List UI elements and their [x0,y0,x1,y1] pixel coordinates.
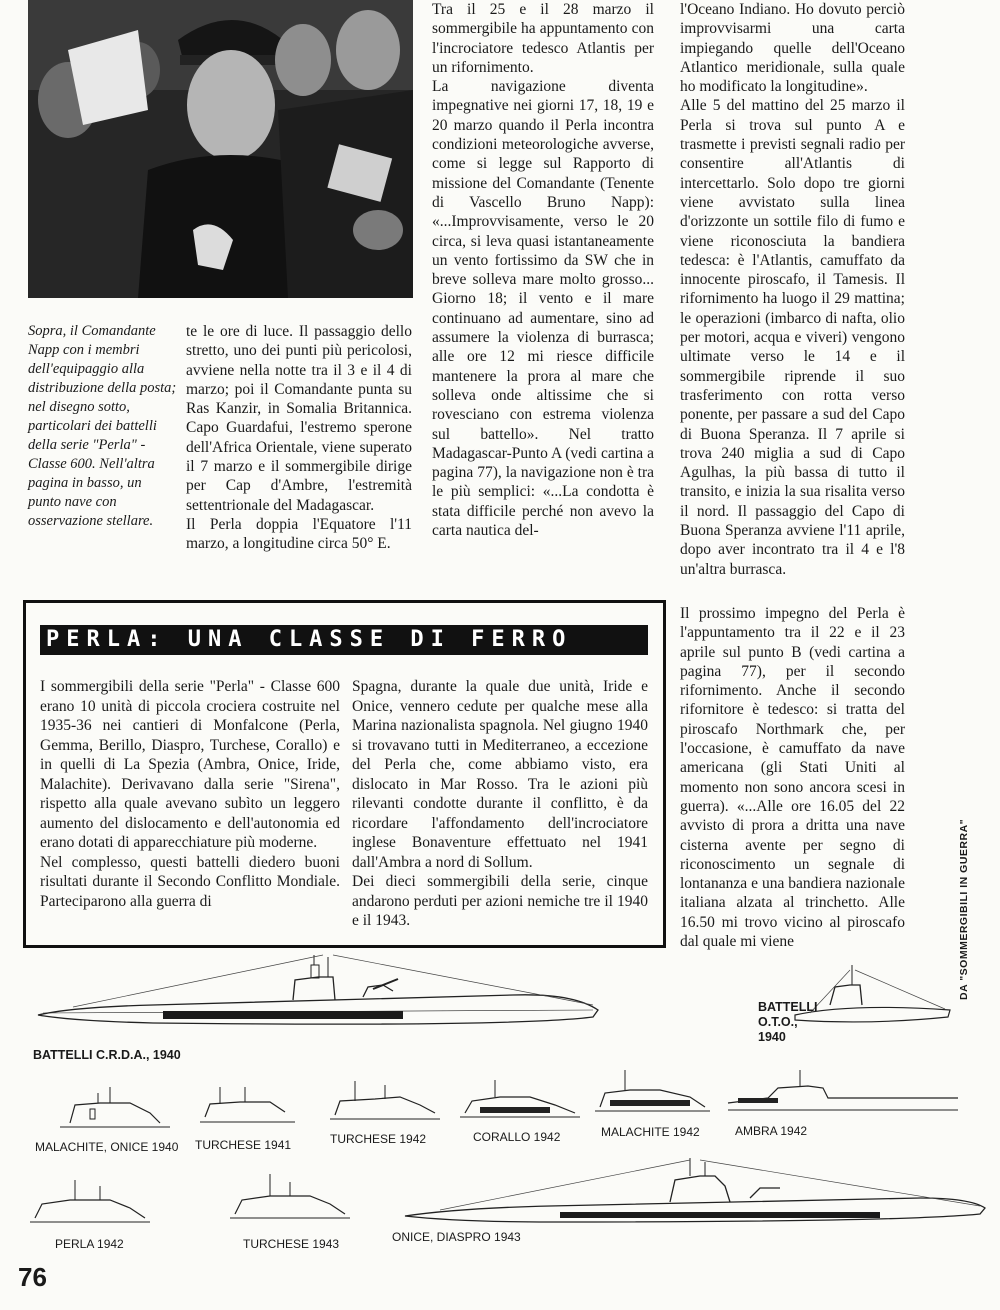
conning-tower-drawing [595,1065,710,1120]
paragraph: Nel complesso, questi battelli diedero buoni risultati durante il Secondo Conflitto Mondiale. Parteciparono alla guerra di [40,853,340,910]
submarine-drawing-onice-diaspro [400,1158,990,1230]
drawing-label: MALACHITE 1942 [601,1125,700,1139]
conning-tower-drawing [30,1178,150,1230]
drawing-label: TURCHESE 1942 [330,1132,427,1146]
conning-tower-drawing [460,1075,580,1125]
sidebar-column-2 [352,677,648,931]
oto-label [758,1000,817,1045]
paragraph: Tra il 25 e il 28 marzo il sommergibile ha appuntamento con l'incrociatore tedesco Atlantis per un rifornimento. [432,1,654,76]
paragraph: Spagna, durante la quale due unità, Iride e Onice, vennero cedute per qualche mese alla Marina nazionalista spagnola. Nel giugno 1940 si trovavano tutti in Mediterraneo, a eccezione del Perla che, come abbiamo visto, era dislocato in Mar Rosso. Tra le azioni più rilevanti condotte durante il conflitto, è da ricordare l'affondamento dell'incrociatore inglese Bonaventure effettuato nel 1941 dall'Ambra a nord di Sollum. [352,678,648,871]
sidebar-box [23,600,666,948]
drawing-label: PERLA 1942 [55,1237,124,1251]
submarine-drawing-crda [33,955,603,1035]
oto-label-line-3: 1940 [758,1030,786,1044]
photo-caption: Sopra, il Comandante Napp con i membri dell'equipaggio alla distribuzione della posta; nel disegno sotto, particolari dei battelli della serie "Perla" - Classe 600. Nell'altra pagina in basso, un punto nave con osservazione stellare. [28,323,177,529]
paragraph: I sommergibili della serie "Perla" - Classe 600 erano 10 unità di piccola crociera costruite nel 1935-36 nei cantieri di Monfalcone (Perla, Gemma, Berillo, Diaspro, Turchese, Corallo) e in quelli di La Spezia (Ambra, Onice, Iride, Malachite). Derivavano dalla serie "Sirena", rispetto alla quale avevano subìto un leggero aumento del dislocamento e dell'autonomia ed erano dotati di apparecchiature più moderne. [40,678,340,851]
article-column-3-continued [680,604,905,951]
drawing-label: ONICE, DIASPRO 1943 [392,1230,521,1244]
drawing-label: TURCHESE 1941 [195,1138,292,1152]
paragraph: l'Oceano Indiano. Ho dovuto perciò improvvisarmi una carta impiegando quelle dell'Oceano Atlantico meridionale, sulla quale ho modificato la longitudine». [680,1,905,96]
paragraph: Alle 5 del mattino del 25 marzo il Perla si trova sul punto A e trasmette i previsti segnali radio per consentire all'Atlantis di intercettarlo. Solo dopo tre giorni viene avvistato sulla linea d'orizzonte un sottile filo di fumo e viene riconosciuta la bandiera tedesca: è l'Atlantis, camuffato da innocente piroscafo, il Tamesis. Il rifornimento ha luogo il 29 mattina; le operazioni (imbarco di nafta, olio per motori, acqua e viveri) vengono ultimate verso le 14 e il sommergibile riprende il suo trasferimento con rotta verso ponente, per passare a sud del Capo di Buona Speranza. Il 7 aprile si trova 240 miglia a sud di Capo Agulhas, la più bassa di tutto il transito, e inizia la sua risalita verso il nord. Il passaggio del Capo di Buona Speranza avviene l'11 aprile, dopo aver incontrato tra il 4 e l'8 un'altra burrasca. [680,97,905,578]
drawing-label: CORALLO 1942 [473,1130,561,1144]
paragraph: Il Perla doppia l'Equatore l'11 marzo, a longitudine circa 50° E. [186,515,412,553]
conning-tower-drawing [728,1068,958,1118]
paragraph: te le ore di luce. Il passaggio dello stretto, uno dei punti più pericolosi, avviene nella notte tra il 3 e il 4 di marzo; poi il Comandante punta su Ras Kanzir, in Somalia Britannica. Capo Guardafui, l'estremo sperone dell'Africa Orientale, viene superato il 7 marzo e il sommergibile dirige per Cap d'Ambre, l'estremità settentrionale del Madagascar. [186,323,412,514]
sidebar-column-1 [40,677,340,911]
paragraph: Il prossimo impegno del Perla è l'appuntamento tra il 22 e il 23 aprile sul punto B (vedi cartina a pagina 77), per il secondo rifornimento. Anche il secondo rifornitore è tedesco: si tratta del piroscafo Northmark che, per l'occasione, è camuffato da nave americana (gli Stati Uniti al momento non sono ancora scesi in guerra). «...Alle ore 16.05 del 22 avvisto di prora a dritta una nave cisterna avente per segno di riconoscimento un segnale di lontananza e una bandiera nazionale italiana alzata al trinchetto. Alle 16.50 mi trovo vicino al piroscafo dal quale mi viene [680,605,905,951]
conning-tower-drawing [200,1082,295,1132]
paragraph: Dei dieci sommergibili della serie, cinque andarono perduti per azioni nemiche tre il 1940 e il 1943. [352,873,648,929]
drawing-label: AMBRA 1942 [735,1124,808,1138]
crew-photo [28,0,413,298]
conning-tower-drawing [330,1075,440,1127]
oto-label-line-1: BATTELLI [758,1000,818,1014]
article-column-2 [432,0,654,540]
crda-label: BATTELLI C.R.D.A., 1940 [33,1048,181,1062]
paragraph: La navigazione diventa impegnative nei giorni 17, 18, 19 e 20 marzo quando il Perla incontra condizioni meteorologiche avverse, come si legge sul Rapporto di missione del Comandante (Tenente di Vascello Bruno Napp): «...Improvvisamente, verso le 20 circa, si leva quasi istantaneamente un vento fortissimo da SW che in breve solleva mare molto grosso... Giorno 18; il vento e il mare continuano ad aumentare, sino ad assumere la violenza di burrasca; alle ore 12 mi riesce difficile mantenere la prora al mare che solleva onde altissime che si rovesciano con estrema violenza sul battello». Nel tratto Madagascar-Punto A (vedi cartina a pagina 77), la navigazione non è tra le più semplici: «...La condotta è stata difficile perché non avevo la carta nautica del- [432,78,654,540]
conning-tower-drawing [230,1172,350,1227]
article-column-1 [186,322,412,554]
drawing-label: TURCHESE 1943 [243,1237,340,1251]
sidebar-title: PERLA: UNA CLASSE DI FERRO [40,625,648,655]
article-column-3 [680,0,905,579]
image-credit: DA "SOMMERGIBILI IN GUERRA" [958,818,970,1000]
conning-tower-drawing [60,1085,170,1135]
oto-label-line-2: O.T.O., [758,1015,798,1029]
page-number: 76 [18,1262,47,1292]
drawing-label: MALACHITE, ONICE 1940 [35,1140,179,1154]
